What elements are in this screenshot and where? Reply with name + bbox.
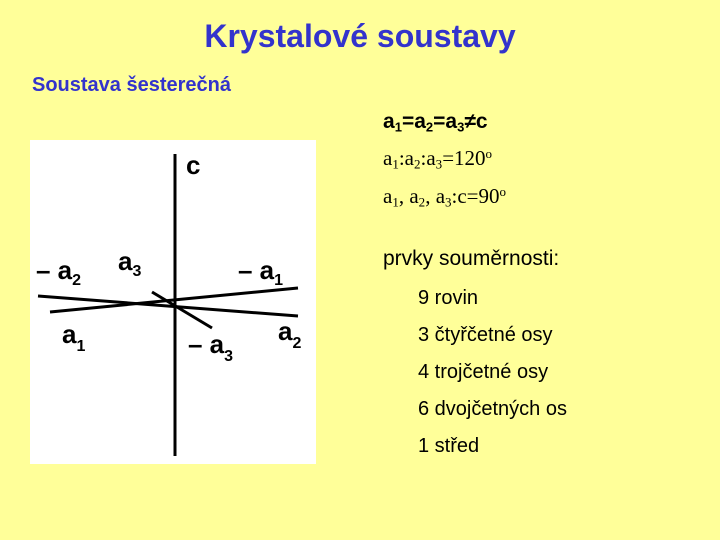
page-title: Krystalové soustavy xyxy=(204,18,516,54)
axes-svg xyxy=(30,140,316,464)
label-neg-a2: – $a_2$ xyxy=(36,255,82,289)
a2-axis-line xyxy=(38,296,298,316)
label-neg-a3: – $a_3$ xyxy=(188,329,234,365)
list-item: 3 čtyřčetné osy xyxy=(418,324,553,346)
symmetry-heading: prvky souměrnosti: xyxy=(383,247,560,270)
list-item: 6 dvojčetných os xyxy=(418,398,567,420)
formula-vertical-angles: $a_1$, $a_2$, $a_3:c=90^o$ xyxy=(383,183,507,210)
label-a1: $a_1$ xyxy=(62,319,86,355)
list-item: 4 trojčetné osy xyxy=(418,361,549,383)
hexagonal-axes-diagram xyxy=(30,140,316,464)
label-a3: $a_3$ xyxy=(118,246,142,280)
label-c: c xyxy=(186,150,201,180)
list-item: 9 rovin xyxy=(418,287,479,309)
page-subtitle: Soustava šesterečná xyxy=(32,74,232,96)
formula-axis-lengths: $a_1=a_2=a_3\ne c$ xyxy=(383,110,488,135)
symmetry-elements-list xyxy=(418,280,567,465)
label-a2: $a_2$ xyxy=(278,316,302,352)
formula-horizontal-angles: $a_1:a_2:a_3=120^o$ xyxy=(383,145,493,172)
label-neg-a1: – $a_1$ xyxy=(238,255,284,289)
list-item: 1 střed xyxy=(418,435,480,457)
